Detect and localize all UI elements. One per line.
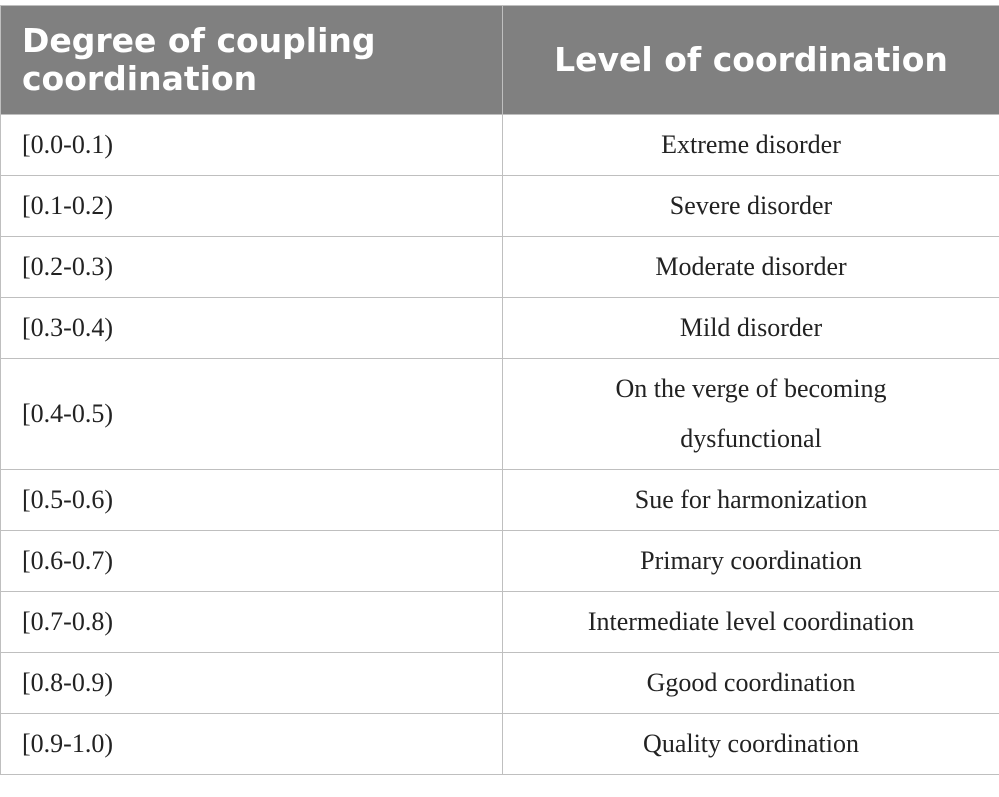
range-cell: [0.1-0.2)	[1, 176, 503, 237]
level-cell: Extreme disorder	[503, 115, 999, 176]
table-row	[1, 115, 999, 176]
table-body	[1, 115, 999, 775]
level-cell: Intermediate level coordination	[503, 592, 999, 653]
header-row	[1, 6, 999, 115]
level-cell: Mild disorder	[503, 298, 999, 359]
table-row	[1, 653, 999, 714]
table-row	[1, 531, 999, 592]
level-cell: Sue for harmonization	[503, 470, 999, 531]
range-cell: [0.7-0.8)	[1, 592, 503, 653]
range-cell: [0.3-0.4)	[1, 298, 503, 359]
level-cell: Ggood coordination	[503, 653, 999, 714]
table-row	[1, 714, 999, 775]
range-cell: [0.6-0.7)	[1, 531, 503, 592]
table-row	[1, 592, 999, 653]
range-cell: [0.5-0.6)	[1, 470, 503, 531]
range-cell: [0.8-0.9)	[1, 653, 503, 714]
table-row	[1, 359, 999, 470]
table-row	[1, 176, 999, 237]
range-cell: [0.9-1.0)	[1, 714, 503, 775]
table-header	[1, 6, 999, 115]
level-cell: Quality coordination	[503, 714, 999, 775]
level-cell: Severe disorder	[503, 176, 999, 237]
table-row	[1, 298, 999, 359]
level-cell: On the verge of becoming dysfunctional	[503, 359, 999, 470]
level-cell: Moderate disorder	[503, 237, 999, 298]
range-cell: [0.4-0.5)	[1, 359, 503, 470]
range-cell: [0.2-0.3)	[1, 237, 503, 298]
range-cell: [0.0-0.1)	[1, 115, 503, 176]
header-level-of-coordination: Level of coordination	[503, 6, 999, 115]
table-row	[1, 237, 999, 298]
table-row	[1, 470, 999, 531]
header-degree-of-coupling-coordination: Degree of coupling coordination	[1, 6, 503, 115]
coupling-coordination-table	[0, 5, 999, 775]
level-cell: Primary coordination	[503, 531, 999, 592]
